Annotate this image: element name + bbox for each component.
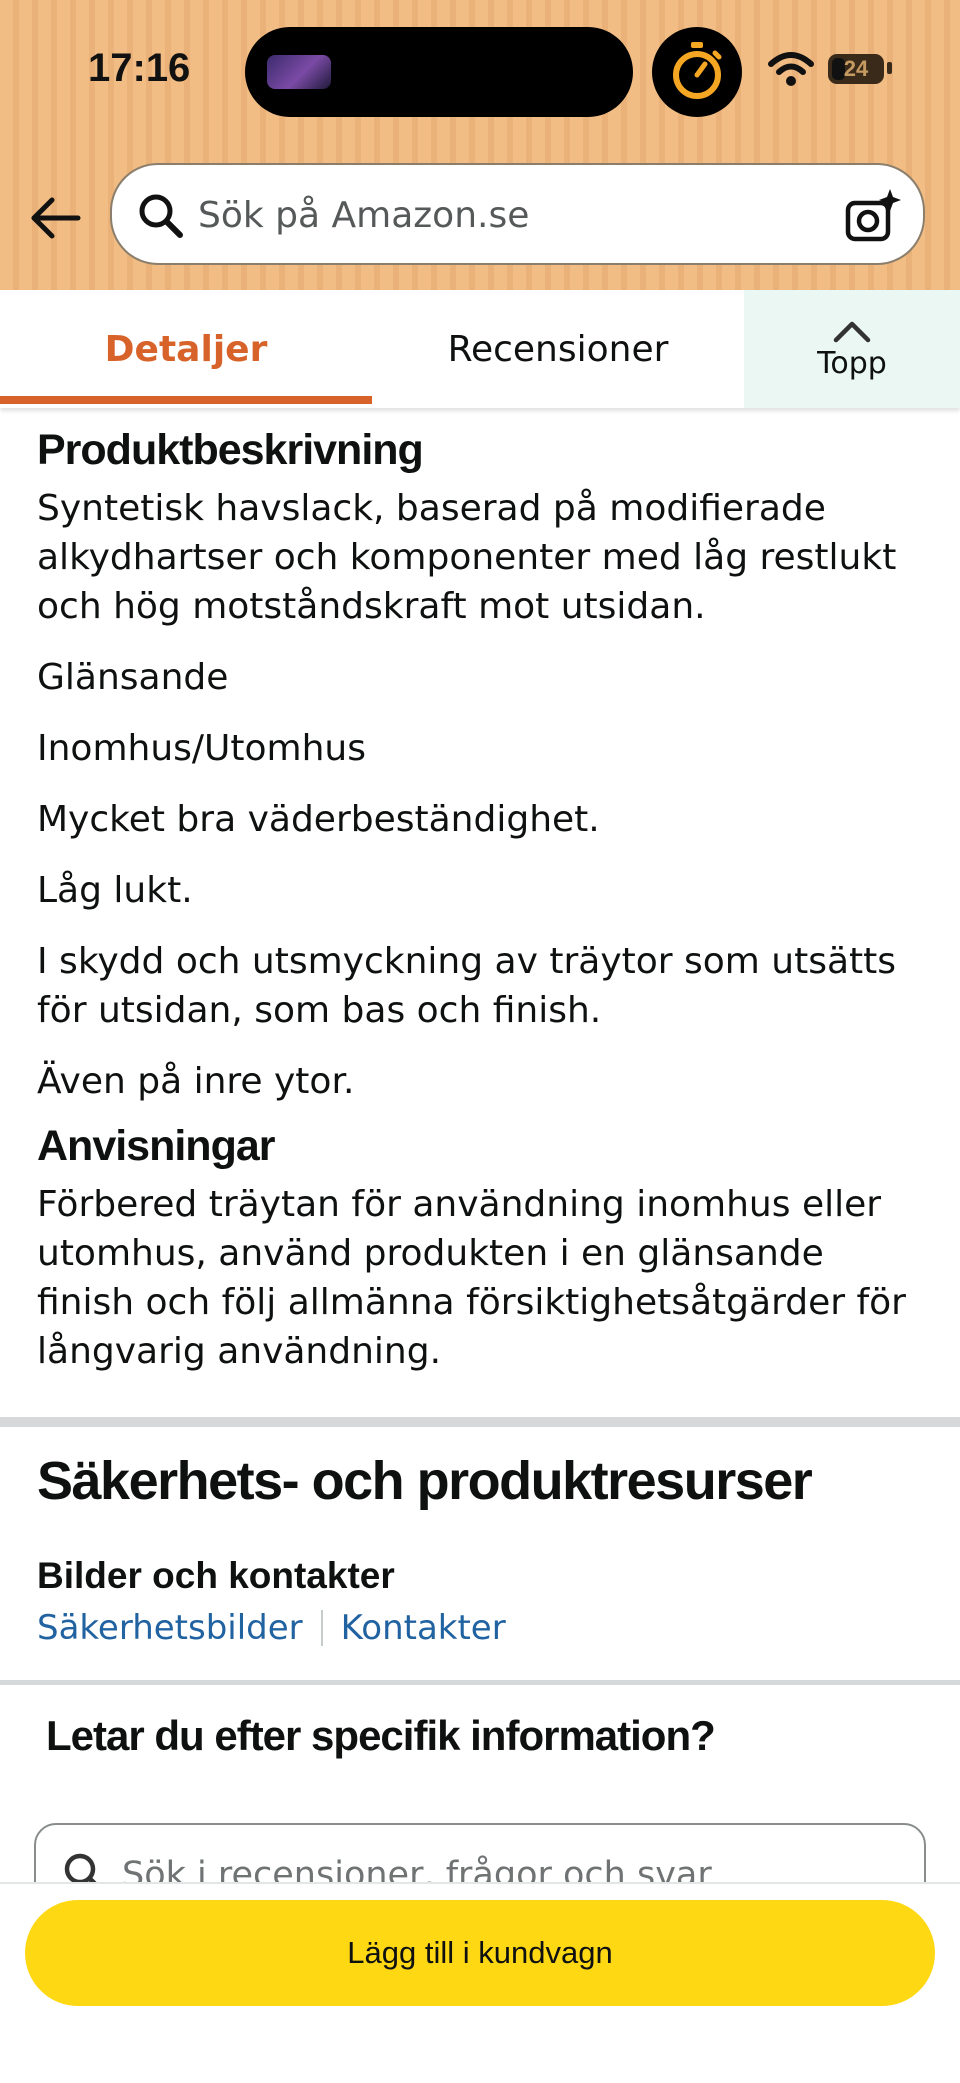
camera-sparkle-icon[interactable] — [844, 187, 902, 245]
images-contacts-subtitle: Bilder och kontakter — [37, 1555, 395, 1596]
description-paragraph: Syntetisk havslack, baserad på modifierade alkydhartser och komponenter med låg restlukt och hög motståndskraft mot utsidan. — [37, 488, 897, 627]
section-tabs — [0, 290, 960, 408]
tab-reviews[interactable]: Recensioner — [447, 328, 669, 370]
description-title: Produktbeskrivning — [37, 426, 423, 474]
safety-images-link[interactable]: Säkerhetsbilder — [37, 1608, 303, 1648]
tab-details[interactable]: Detaljer — [104, 328, 268, 370]
media-thumbnail[interactable] — [267, 55, 331, 89]
add-to-cart-button[interactable]: Lägg till i kundvagn — [25, 1900, 935, 2006]
safety-links — [37, 1608, 506, 1648]
description-paragraph: Inomhus/Utomhus — [37, 728, 366, 769]
product-details — [37, 420, 927, 1376]
wifi-icon — [768, 50, 814, 90]
search-bar[interactable] — [110, 163, 925, 265]
dynamic-island[interactable] — [245, 27, 633, 117]
section-divider — [0, 1417, 960, 1427]
description-paragraph: Låg lukt. — [37, 870, 193, 911]
arrow-left-icon[interactable] — [28, 190, 84, 246]
bottom-action-bar — [0, 1882, 960, 2083]
safety-resources-title: Säkerhets- och produktresurser — [37, 1451, 812, 1511]
chevron-up-icon — [830, 318, 874, 344]
search-input[interactable] — [198, 187, 798, 243]
stopwatch-icon — [652, 27, 742, 117]
description-paragraph: Även på inre ytor. — [37, 1061, 355, 1102]
app-header — [0, 0, 960, 290]
description-paragraph: Glänsande — [37, 657, 229, 698]
link-separator — [321, 1610, 323, 1646]
active-tab-indicator — [0, 396, 372, 404]
directions-text: Förbered träytan för användning inomhus eller utomhus, använd produkten i en glänsande finish och följ allmänna försiktighetsåtgärder för långvarig användning. — [37, 1184, 906, 1372]
scroll-top-button[interactable] — [744, 290, 960, 408]
description-paragraph: Mycket bra väderbeständighet. — [37, 799, 600, 840]
timer-activity[interactable] — [652, 27, 742, 117]
contacts-link[interactable]: Kontakter — [340, 1608, 506, 1648]
search-icon[interactable] — [136, 191, 186, 241]
directions-title: Anvisningar — [37, 1122, 275, 1170]
scroll-top-label: Topp — [817, 345, 887, 381]
status-icons — [768, 48, 898, 92]
lookup-title: Letar du efter specifik information? — [46, 1712, 715, 1759]
section-divider — [0, 1680, 960, 1685]
battery-level: 24 — [843, 56, 869, 81]
description-paragraph: I skydd och utsmyckning av träytor som utsätts för utsidan, som bas och finish. — [37, 941, 897, 1031]
status-time: 17:16 — [88, 46, 191, 90]
battery-icon — [828, 54, 884, 84]
